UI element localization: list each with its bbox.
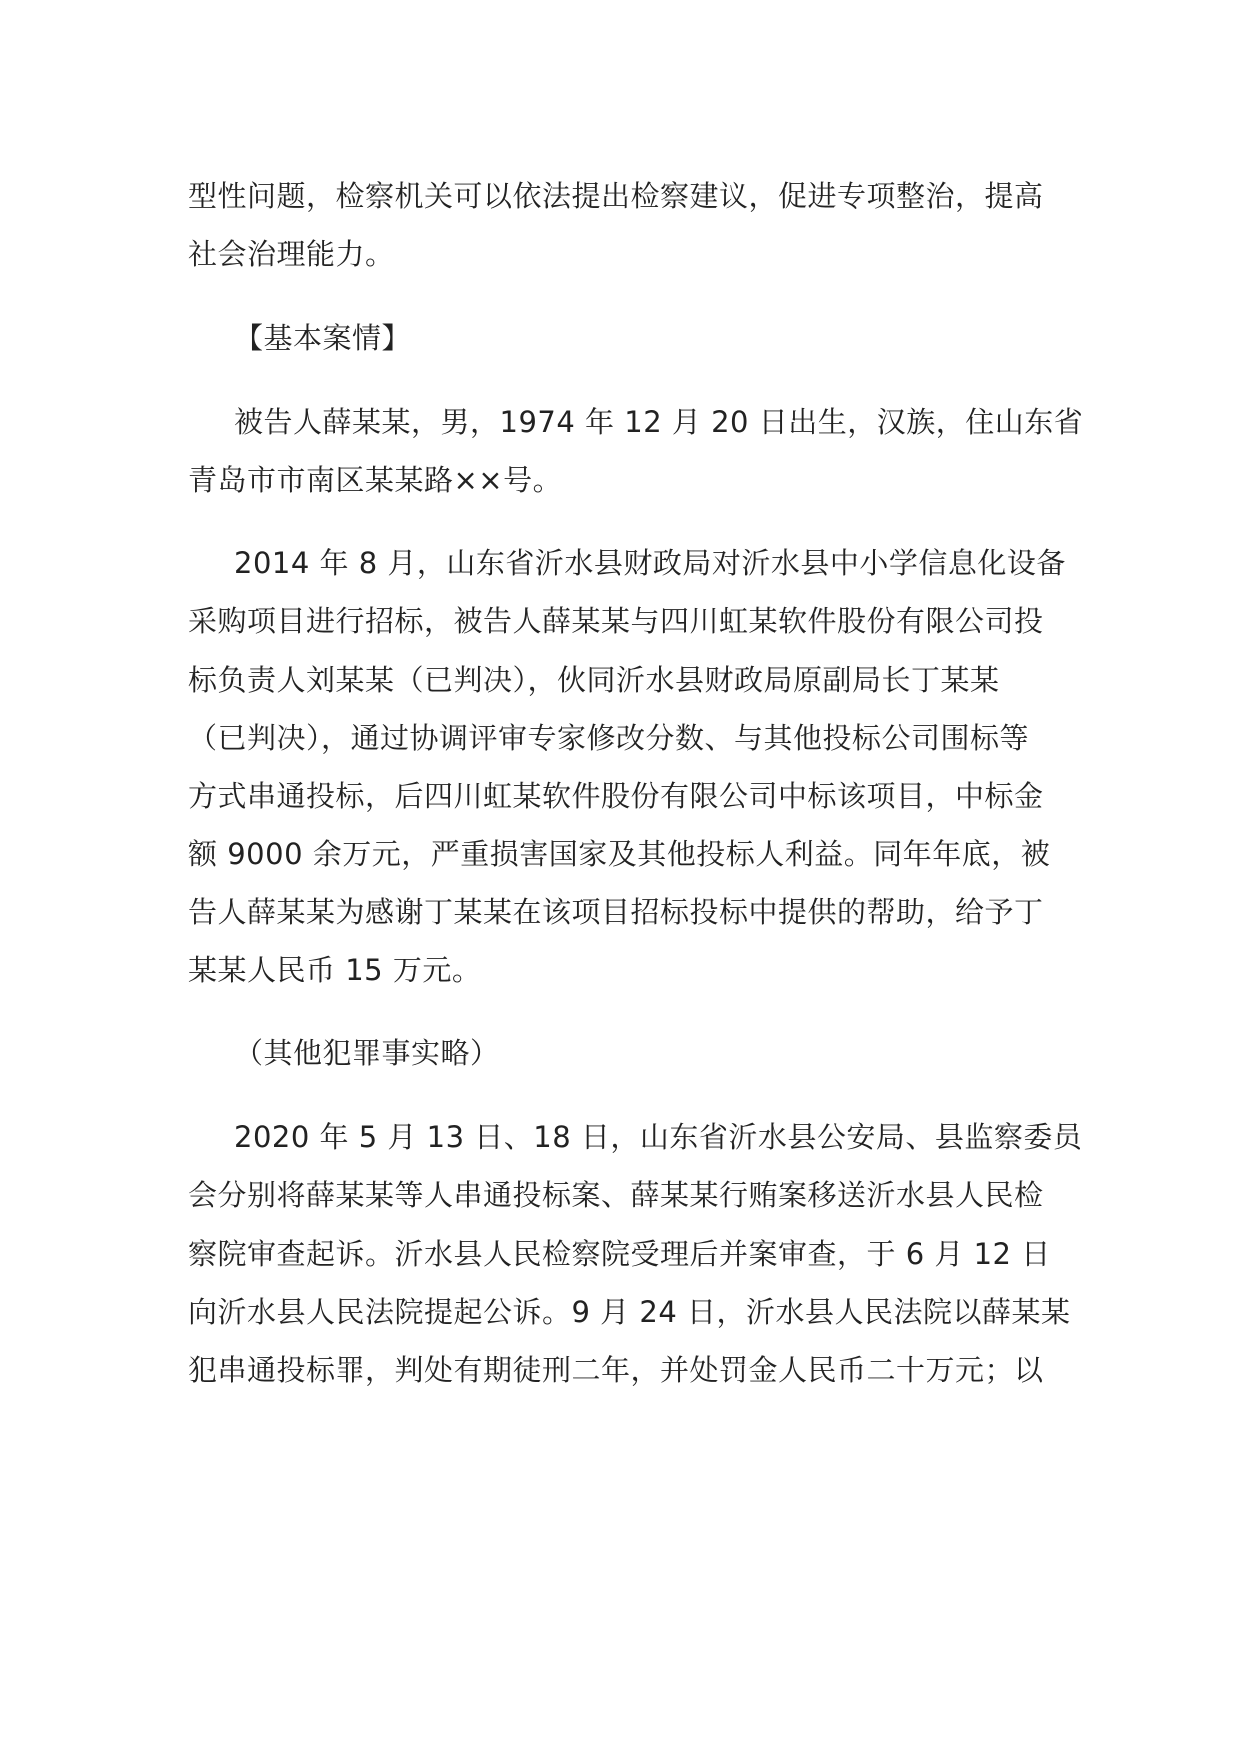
paragraph-line: 2020 年 5 月 13 日、18 日，山东省沂水县公安局、县监察委员: [234, 1120, 1083, 1154]
section-heading: 【基本案情】: [234, 321, 412, 355]
paragraph-line: 向沂水县人民法院提起公诉。9 月 24 日，沂水县人民法院以薛某某: [188, 1295, 1071, 1329]
paragraph-line: 青岛市市南区某某路××号。: [188, 463, 563, 497]
paragraph-line: 型性问题，检察机关可以依法提出检察建议，促进专项整治，提高: [188, 179, 1044, 213]
paragraph-line: 额 9000 余万元，严重损害国家及其他投标人利益。同年年底，被: [188, 837, 1051, 871]
paragraph-line: 采购项目进行招标，被告人薛某某与四川虹某软件股份有限公司投: [188, 604, 1044, 638]
paragraph-line: 方式串通投标，后四川虹某软件股份有限公司中标该项目，中标金: [188, 779, 1044, 813]
paragraph-line: 社会治理能力。: [188, 237, 395, 271]
paragraph-line: 犯串通投标罪，判处有期徒刑二年，并处罚金人民币二十万元；以: [188, 1353, 1044, 1387]
paragraph-line: 2014 年 8 月，山东省沂水县财政局对沂水县中小学信息化设备: [234, 546, 1066, 580]
paragraph-line: （已判决），通过协调评审专家修改分数、与其他投标公司围标等: [188, 721, 1030, 755]
paragraph-line: 某某人民币 15 万元。: [188, 953, 482, 987]
paragraph-line: 标负责人刘某某（已判决），伙同沂水县财政局原副局长丁某某: [188, 663, 1000, 697]
paragraph-line: 被告人薛某某，男，1974 年 12 月 20 日出生，汉族，住山东省: [234, 405, 1084, 439]
omission-note: （其他犯罪事实略）: [234, 1036, 500, 1070]
paragraph-line: 察院审查起诉。沂水县人民检察院受理后并案审查，于 6 月 12 日: [188, 1237, 1051, 1271]
paragraph-line: 会分别将薛某某等人串通投标案、薛某某行贿案移送沂水县人民检: [188, 1178, 1044, 1212]
paragraph-line: 告人薛某某为感谢丁某某在该项目招标投标中提供的帮助，给予丁: [188, 895, 1044, 929]
